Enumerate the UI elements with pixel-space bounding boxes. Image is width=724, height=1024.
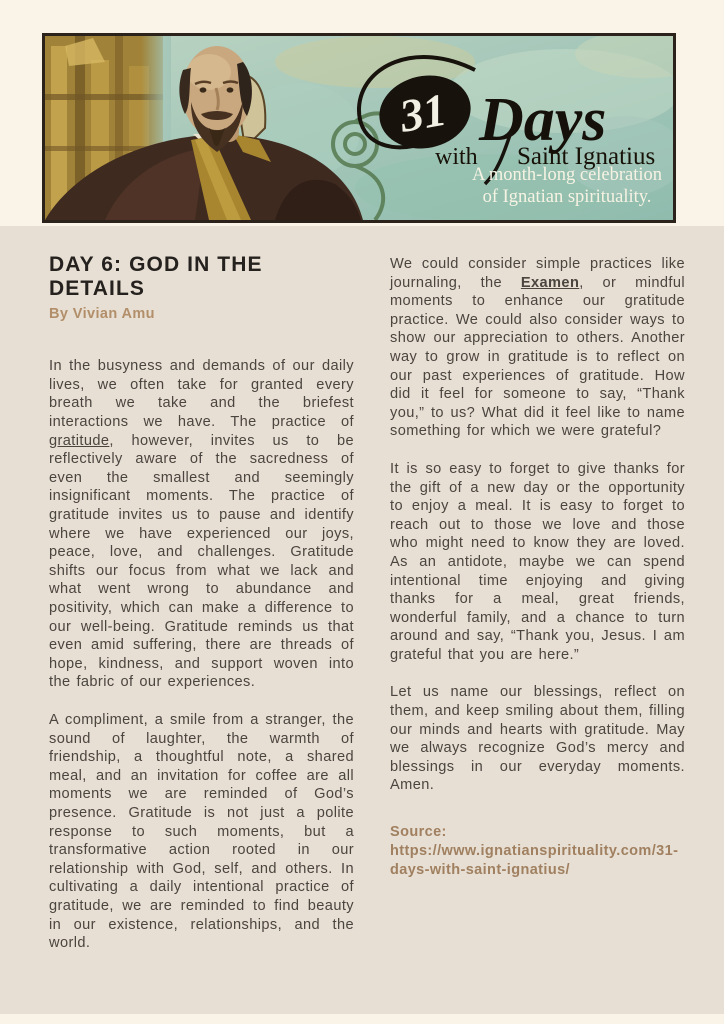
paragraph-right-3: Let us name our blessings, reflect on them, and keep smiling about them, filling our minds and hearts with gratitude. May we always recognize God’s mercy and blessings in our everyday moments. Amen. — [390, 684, 685, 794]
examen-link[interactable]: Examen — [520, 274, 580, 291]
article-columns — [49, 253, 685, 972]
source-block — [390, 823, 685, 880]
left-column — [49, 253, 354, 972]
logo-with-word: with — [435, 144, 478, 170]
byline: By Vivian Amu — [49, 306, 155, 323]
source-label: Source: — [390, 824, 447, 841]
right-column — [390, 253, 685, 880]
page-title: DAY 6: GOD IN THE DETAILS — [49, 253, 263, 301]
content-area — [0, 226, 724, 1014]
logo-days-word: Days — [479, 86, 607, 154]
paragraph-text: We could consider simple practices like journaling, the — [390, 256, 685, 291]
paragraph-left-1 — [49, 357, 354, 692]
paragraph-left-2: A compliment, a smile from a stranger, the sound of laughter, the warmth of friendship, a thoughtful note, a shared meal, and an invitation for coffee are all moments we are reminded of God’s presence. Gratitude is not just a polite response to such moments, but a transformative action rooted in our relationship with God, self, and others. In cultivating a daily intentional practice of gratitude, we are reminded to find beauty in our existence, relationships, and the world. — [49, 711, 354, 952]
logo-saint-ignatius: Saint Ignatius — [517, 143, 656, 170]
logo-number: 31 — [395, 83, 451, 142]
source-url-link[interactable]: https://www.ignatianspirituality.com/31-days-with-saint-ignatius/ — [390, 843, 679, 879]
tagline-line2: of Ignatian spirituality. — [482, 187, 652, 207]
paragraph-text: , however, invites us to be reflectively aware of the sacredness of even the smallest and seemingly insignificant moments. The practice of gratitude invites us to pause and identify where we have experienced our joys, peace, love, and challenges. Gratitude shifts our focus from what we lack and what went wrong to abundance and positivity, which can make a difference to our well-being. Gratitude reminds us that even amid suffering, there are threads of hope, kindness, and support woven into the fabric of our experiences. — [49, 432, 354, 691]
tagline-line1: A month-long celebration — [471, 165, 663, 185]
banner-image — [42, 33, 676, 223]
banner-illustration — [45, 36, 673, 220]
paragraph-right-1 — [390, 255, 685, 441]
paragraph-text: , or mindful moments to enhance our gratitude practice. We could also consider ways to show our appreciation to others. Another way to grow in gratitude is to reflect on our past experiences of gratitude. How did it feel for someone to say, “Thank you,” to us? What did it feel like to name something for which we were grateful? — [390, 274, 685, 440]
gratitude-link[interactable]: gratitude — [49, 432, 110, 449]
paragraph-right-2: It is so easy to forget to give thanks for the gift of a new day or the opportunity to enjoy a meal. It is easy to forget to reach out to those we love and those who might need to know they are loved. As an antidote, maybe we can spend intentional time enjoying and giving thanks for a meal, great friends, wonderful family, and a chance to turn around and say, “Thank you, Jesus. I am grateful that you are here.” — [390, 460, 685, 663]
paragraph-text: In the busyness and demands of our daily lives, we often take for granted every breath we take and the briefest interactions we have. The practice of — [49, 358, 354, 431]
